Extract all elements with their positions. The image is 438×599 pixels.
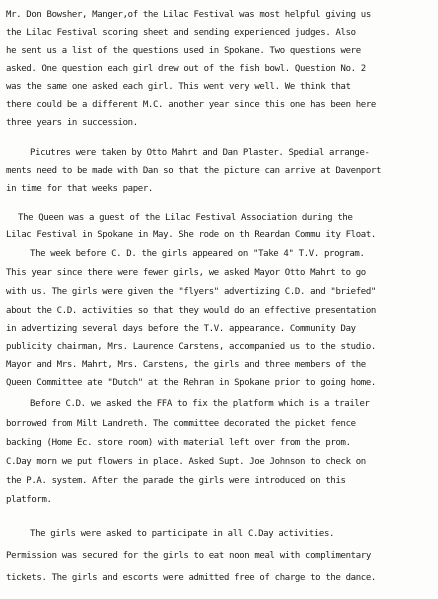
text-line: tickets. The girls and escorts were admitted free of charge to the dance. [6,573,376,583]
text-line: there could be a different M.C. another year since this one has been here [6,100,376,110]
text-line: This year since there were fewer girls, we asked Mayor Otto Mahrt to go [6,268,366,278]
text-line: three years in succession. [6,118,138,128]
text-line: the Lilac Festival scoring sheet and sending experienced judges. Also [6,28,356,38]
text-line: Queen Committee ate "Dutch" at the Rehran in Spokane prior to going home. [6,378,376,388]
text-line: Mr. Don Bowsher, Manger,of the Lilac Festival was most helpful giving us [6,10,371,20]
text-line: borrowed from Milt Landreth. The committee decorated the picket fence [6,419,356,429]
text-line: The girls were asked to participate in all C.Day activities. [30,529,335,539]
text-line: was the same one asked each girl. This went very well. We think that [6,82,351,92]
text-line: in advertizing several days before the T.V. appearance. Community Day [6,324,356,334]
text-line: backing (Home Ec. store room) with material left over from the prom. [6,438,351,448]
text-line: asked. One question each girl drew out of the fish bowl. Question No. 2 [6,64,366,74]
text-line: Before C.D. we asked the FFA to fix the platform which is a trailer [30,399,370,409]
text-line: Permission was secured for the girls to eat noon meal with complimentary [6,551,371,561]
text-line: the P.A. system. After the parade the girls were introduced on this [6,476,346,486]
text-line: about the C.D. activities so that they would do an effective presentation [6,306,376,316]
text-line: Picutres were taken by Otto Mahrt and Dan Plaster. Spedial arrange- [30,148,370,158]
text-line: The Queen was a guest of the Lilac Festival Association during the [18,213,353,223]
text-line: Mayor and Mrs. Mahrt, Mrs. Carstens, the girls and three members of the [6,360,366,370]
text-line: in time for that weeks paper. [6,184,153,194]
text-line: with us. The girls were given the "flyers" advertizing C.D. and "briefed" [6,287,376,297]
text-line: The week before C. D. the girls appeared on "Take 4" T.V. program. [30,249,365,259]
text-line: publicity chairman, Mrs. Laurence Carstens, accompanied us to the studio. [6,342,376,352]
text-line: C.Day morn we put flowers in place. Asked Supt. Joe Johnson to check on [6,457,366,467]
text-line: ments need to be made with Dan so that the picture can arrive at Davenport [6,166,382,176]
text-line: platform. [6,495,52,505]
text-line: he sent us a list of the questions used in Spokane. Two questions were [6,46,361,56]
text-line: Lilac Festival in Spokane in May. She rode on th Reardan Commu ity Float. [6,230,376,240]
